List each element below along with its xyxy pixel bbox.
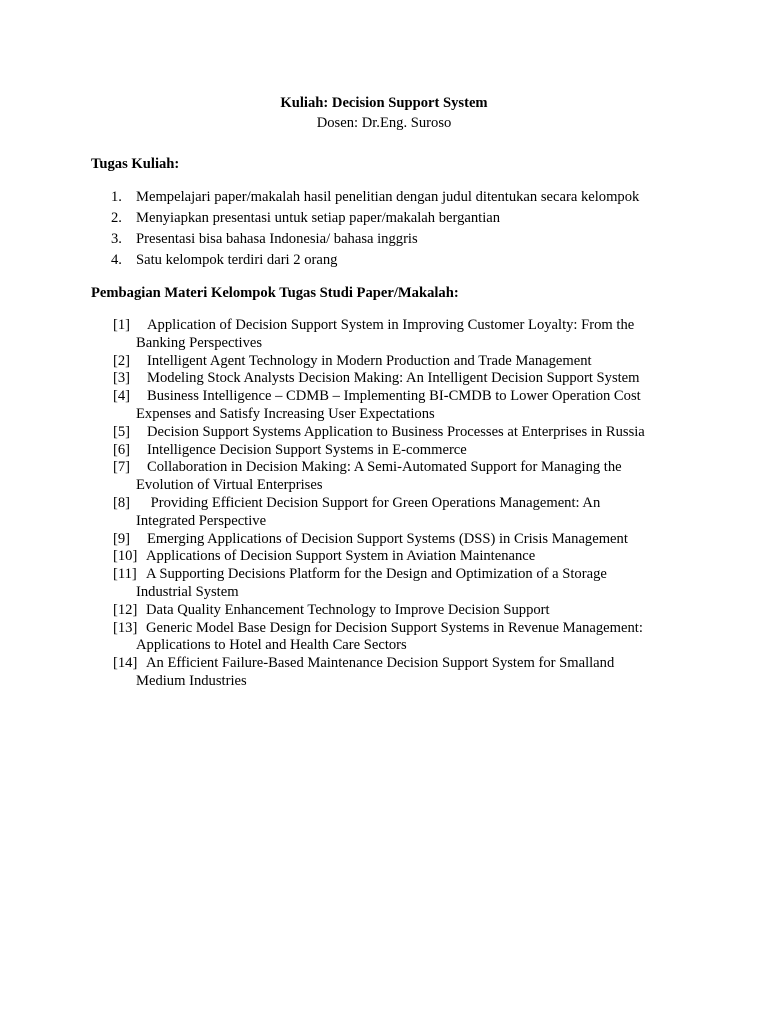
paper-title-line: Applications of Decision Support System in Aviation Maintenance xyxy=(146,548,536,565)
task-number: 1. xyxy=(111,189,122,205)
paper-number: [2] xyxy=(113,352,131,369)
paper-item xyxy=(113,388,733,424)
paper-number: [14] xyxy=(113,655,138,672)
paper-title xyxy=(113,370,733,388)
task-number: 2. xyxy=(111,210,122,226)
paper-item xyxy=(113,602,733,620)
paper-item xyxy=(113,459,733,495)
paper-title-line: Collaboration in Decision Making: A Semi-Automated Support for Managing the xyxy=(147,459,622,476)
task-number: 4. xyxy=(111,252,122,268)
paper-title xyxy=(113,566,733,602)
paper-title xyxy=(113,442,733,460)
tasks-list xyxy=(91,188,731,272)
paper-title-line: Integrated Perspective xyxy=(136,512,267,529)
task-number: 3. xyxy=(111,231,122,247)
paper-number: [13] xyxy=(113,619,138,636)
task-text: Presentasi bisa bahasa Indonesia/ bahasa inggris xyxy=(136,231,418,247)
paper-item xyxy=(113,531,733,549)
paper-number: [11] xyxy=(113,566,137,583)
paper-title xyxy=(113,531,733,549)
paper-title-line: Banking Perspectives xyxy=(136,334,263,351)
paper-item xyxy=(113,655,733,691)
paper-item xyxy=(113,442,733,460)
paper-title xyxy=(113,317,733,353)
tasks-heading: Tugas Kuliah: xyxy=(91,156,180,172)
paper-item xyxy=(113,566,733,602)
paper-number: [5] xyxy=(113,423,131,440)
paper-title-line: Generic Model Base Design for Decision Support Systems in Revenue Management: xyxy=(146,619,643,636)
paper-item xyxy=(113,370,733,388)
paper-title xyxy=(113,548,733,566)
lecturer-name: Dosen: Dr.Eng. Suroso xyxy=(316,115,452,131)
paper-title-line: Intelligence Decision Support Systems in E-commerce xyxy=(147,441,467,458)
paper-item xyxy=(113,424,733,442)
paper-title xyxy=(113,353,733,371)
paper-title-line: Decision Support Systems Application to Business Processes at Enterprises in Russia xyxy=(147,423,645,440)
paper-title xyxy=(113,459,733,495)
task-item xyxy=(91,251,731,272)
task-item xyxy=(91,188,731,209)
paper-number: [1] xyxy=(113,317,131,333)
paper-number: [4] xyxy=(113,388,131,405)
paper-title xyxy=(113,388,733,424)
task-text: Satu kelompok terdiri dari 2 orang xyxy=(136,252,338,268)
paper-title-line: Medium Industries xyxy=(136,672,247,689)
task-item xyxy=(91,209,731,230)
papers-list xyxy=(113,317,733,691)
paper-title-line: A Supporting Decisions Platform for the Design and Optimization of a Storage xyxy=(146,566,607,583)
paper-title-line: An Efficient Failure-Based Maintenance Decision Support System for Smalland xyxy=(146,655,615,672)
paper-title-line: Emerging Applications of Decision Support Systems (DSS) in Crisis Management xyxy=(147,530,628,547)
paper-title-line: Industrial System xyxy=(136,583,239,600)
paper-title xyxy=(113,495,733,531)
paper-number: [8] xyxy=(113,494,131,511)
paper-number: [7] xyxy=(113,459,131,476)
paper-number: [12] xyxy=(113,601,138,618)
paper-title-line: Application of Decision Support System in Improving Customer Loyalty: From the xyxy=(147,317,635,333)
task-text: Mempelajari paper/makalah hasil penelitian dengan judul ditentukan secara kelompok xyxy=(136,189,640,205)
task-text: Menyiapkan presentasi untuk setiap paper/makalah bergantian xyxy=(136,210,501,226)
course-title: Kuliah: Decision Support System xyxy=(280,95,488,111)
paper-item xyxy=(113,548,733,566)
paper-number: [10] xyxy=(113,548,138,565)
paper-title xyxy=(113,655,733,691)
paper-item xyxy=(113,495,733,531)
paper-item xyxy=(113,353,733,371)
paper-number: [9] xyxy=(113,530,131,547)
groups-heading: Pembagian Materi Kelompok Tugas Studi Paper/Makalah: xyxy=(91,285,459,301)
paper-title-line: Business Intelligence – CDMB – Implementing BI-CMDB to Lower Operation Cost xyxy=(147,388,641,405)
paper-title xyxy=(113,620,733,656)
task-item xyxy=(91,230,731,251)
paper-title-line: Expenses and Satisfy Increasing User Expectations xyxy=(136,405,435,422)
paper-item xyxy=(113,620,733,656)
paper-number: [3] xyxy=(113,370,131,387)
paper-number: [6] xyxy=(113,441,131,458)
paper-title-line: Evolution of Virtual Enterprises xyxy=(136,477,323,494)
paper-title-line: Modeling Stock Analysts Decision Making: An Intelligent Decision Support System xyxy=(147,370,640,387)
paper-title xyxy=(113,424,733,442)
paper-title-line: Data Quality Enhancement Technology to Improve Decision Support xyxy=(146,601,550,618)
paper-item xyxy=(113,317,733,353)
paper-title-line: Intelligent Agent Technology in Modern Production and Trade Management xyxy=(147,352,592,369)
paper-title-line: Providing Efficient Decision Support for Green Operations Management: An xyxy=(147,494,601,511)
paper-title-line: Applications to Hotel and Health Care Sectors xyxy=(136,637,407,654)
paper-title xyxy=(113,602,733,620)
